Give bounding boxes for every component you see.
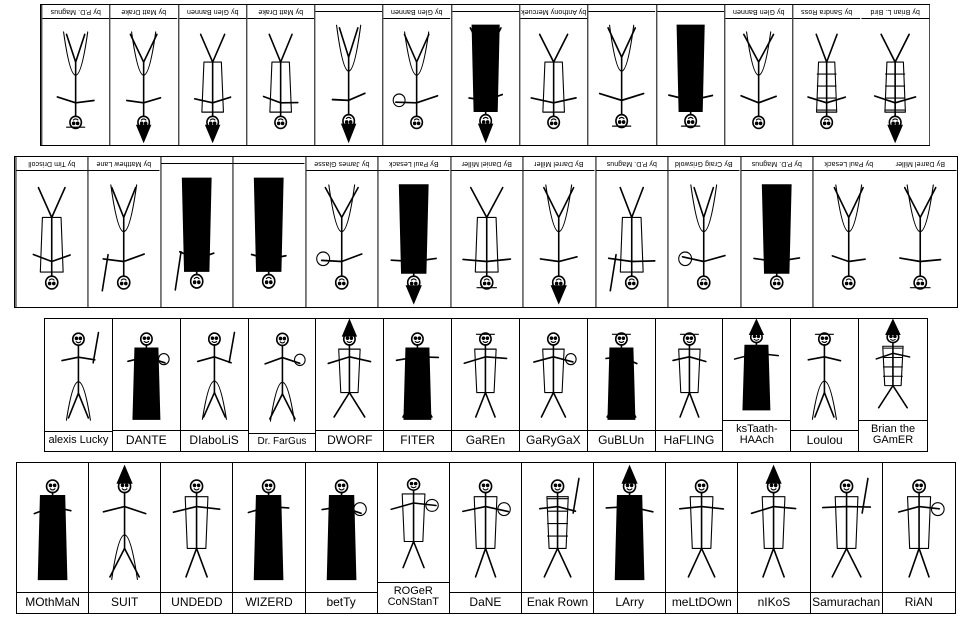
artist-credit (452, 5, 519, 12)
character-name: DWORF (316, 430, 383, 451)
character-card[interactable] (587, 5, 655, 145)
character-card[interactable] (113, 319, 181, 451)
character-card[interactable] (450, 157, 522, 307)
character-name: HaFLING (656, 430, 723, 451)
figure-cloaked-dark-drawing (42, 19, 109, 145)
artist-credit: by P.D. Magnus (596, 157, 667, 171)
char-suit-gun-drawing (89, 463, 160, 592)
character-name: alexis Lucky (45, 431, 112, 451)
character-card[interactable] (724, 5, 792, 145)
character-card[interactable] (45, 319, 113, 451)
character-card[interactable] (452, 319, 520, 451)
artist-credit: by Glen Bannen (179, 5, 246, 19)
char-bear-drawing (738, 463, 809, 592)
character-card[interactable] (812, 157, 884, 307)
character-card[interactable] (246, 5, 314, 145)
character-name: Loulou (791, 430, 858, 451)
character-name: UNDEDD (161, 592, 232, 613)
char-scientist-pack-drawing (249, 319, 316, 433)
artist-credit: by Matthew Lane (88, 157, 159, 171)
character-card[interactable] (594, 463, 666, 613)
figure-cartwheel-drawing (378, 171, 449, 307)
figure-suit-stripes-drawing (110, 19, 177, 145)
character-name: meLtDOwn (666, 592, 737, 613)
character-card[interactable] (667, 157, 739, 307)
character-card[interactable] (378, 463, 450, 613)
character-card[interactable] (656, 319, 724, 451)
figure-sprout-head-drawing (588, 12, 655, 145)
character-card[interactable] (89, 463, 161, 613)
character-card[interactable] (811, 463, 883, 613)
character-name: betTy (306, 592, 377, 613)
char-robed-figure-drawing (452, 319, 519, 430)
figure-cone-flower-drawing (233, 164, 304, 307)
char-staff-bearer-drawing (723, 319, 790, 420)
figure-big-v-drawing (741, 171, 812, 307)
character-card[interactable] (314, 5, 382, 145)
char-skeleton-drawing (161, 463, 232, 592)
figure-bust-dark-drawing (596, 171, 667, 307)
character-name: Dr. FarGus (249, 433, 316, 452)
char-goblin-blade-drawing (588, 319, 655, 430)
character-name: SUIT (89, 592, 160, 613)
character-card[interactable] (791, 319, 859, 451)
character-card[interactable] (656, 5, 724, 145)
artist-credit: By Craig Griswold (668, 157, 739, 171)
character-card[interactable] (87, 157, 159, 307)
figure-boots-cape-drawing (861, 19, 929, 145)
figure-two-legs-drawing (793, 19, 860, 145)
character-card[interactable] (15, 157, 87, 307)
character-card[interactable] (522, 157, 594, 307)
artist-credit: by James Glasse (306, 157, 377, 171)
figure-star-cloak-drawing (520, 19, 587, 145)
char-muscle-brute-drawing (181, 319, 248, 430)
figure-stick-spikes-drawing (161, 164, 232, 307)
character-name: ROGeR CoNStanT (378, 582, 449, 613)
artist-credit: by Tim Driscoll (16, 157, 87, 171)
char-samurai-drawing (811, 463, 882, 592)
character-card[interactable] (17, 463, 89, 613)
character-card[interactable] (181, 319, 249, 451)
character-name: FITER (384, 430, 451, 451)
character-card[interactable] (377, 157, 449, 307)
char-gamer-guy-drawing (859, 319, 927, 420)
artist-credit: by Sandra Ross (793, 5, 860, 19)
artist-credit (233, 157, 304, 164)
character-name: DANTE (113, 430, 180, 451)
character-card[interactable] (666, 463, 738, 613)
character-card[interactable] (109, 5, 177, 145)
character-card[interactable] (178, 5, 246, 145)
artist-credit: by P.D. Magnus (741, 157, 812, 171)
band-third (44, 318, 928, 452)
char-roger-constant-drawing (378, 463, 449, 582)
figure-cross-torso-drawing (88, 171, 159, 307)
character-card[interactable] (451, 5, 519, 145)
artist-credit (657, 5, 724, 12)
character-card[interactable] (738, 463, 810, 613)
character-name: DIaboLiS (181, 430, 248, 451)
band-second (14, 156, 958, 308)
character-card[interactable] (595, 157, 667, 307)
character-card[interactable] (450, 463, 522, 613)
character-name: Enak Rown (522, 592, 593, 613)
character-card[interactable] (519, 5, 587, 145)
character-card[interactable] (41, 5, 109, 145)
char-dwarf-axe-drawing (316, 319, 383, 430)
character-name: RiAN (883, 592, 955, 613)
figure-robot-torso-drawing (315, 12, 382, 145)
character-name: GaREn (452, 430, 519, 451)
character-name: WIZERD (233, 592, 304, 613)
artist-credit: by Matt Drake (110, 5, 177, 19)
figure-curved-tube-drawing (452, 12, 519, 145)
character-name: ksTaath-HAAch (723, 420, 790, 451)
character-card[interactable] (740, 157, 812, 307)
char-larry-drawing (594, 463, 665, 592)
artist-credit (161, 157, 232, 164)
char-wizard-hat-drawing (233, 463, 304, 592)
figure-armored-legs-drawing (247, 19, 314, 145)
character-card[interactable] (859, 319, 927, 451)
char-dress-flower-drawing (45, 319, 112, 431)
artist-credit: by Paul Lesack (813, 157, 884, 171)
character-card[interactable] (232, 157, 304, 307)
character-card[interactable] (520, 319, 588, 451)
character-card[interactable] (588, 319, 656, 451)
char-meltdown-drawing (666, 463, 737, 592)
artist-credit: By Darrel Miller (523, 157, 594, 171)
character-card[interactable] (522, 463, 594, 613)
character-name: MOthMaN (17, 592, 88, 613)
figure-butterfly-wings-drawing (16, 171, 87, 307)
artist-credit: by Matt Drake (247, 5, 314, 19)
figure-standing-lines-drawing (725, 19, 792, 145)
character-card[interactable] (792, 5, 860, 145)
artist-credit: by Anthony Mercuek (520, 5, 587, 19)
figure-outline-plain-drawing (179, 19, 246, 145)
char-knight-sword-drawing (384, 319, 451, 430)
artist-credit: by Glen Bannen (383, 5, 450, 19)
char-mothman-drawing (17, 463, 88, 592)
band-bottom (16, 462, 956, 614)
character-card[interactable] (160, 157, 232, 307)
char-enak-rown-drawing (522, 463, 593, 592)
character-name: GuBLUn (588, 430, 655, 451)
artist-credit: by P.D. Magnus (42, 5, 109, 19)
figure-scroll-shape-drawing (884, 171, 956, 307)
character-card[interactable] (306, 463, 378, 613)
figure-hand-raised-drawing (523, 171, 594, 307)
character-name: DaNE (450, 592, 521, 613)
character-card[interactable] (861, 5, 929, 145)
character-name: nIKoS (738, 592, 809, 613)
character-card[interactable] (161, 463, 233, 613)
artist-credit: By Daniel Miller (451, 157, 522, 171)
character-name: GaRyGaX (520, 430, 587, 451)
figure-scaled-body-drawing (668, 171, 739, 307)
char-betty-drawing (306, 463, 377, 592)
figure-hanging-drip-drawing (306, 171, 377, 307)
char-wizard-stars-drawing (520, 319, 587, 430)
artist-credit: By Paul Lesack (378, 157, 449, 171)
artist-credit: by Glen Bannen (725, 5, 792, 19)
char-round-halfling-drawing (656, 319, 723, 430)
char-suit-tie-drawing (113, 319, 180, 430)
char-pigtail-girl-drawing (791, 319, 858, 430)
figure-banner-arm-drawing (383, 19, 450, 145)
character-name: LArry (594, 592, 665, 613)
figure-striped-shirt-drawing (451, 171, 522, 307)
character-name: Samurachan (811, 592, 882, 613)
character-card[interactable] (723, 319, 791, 451)
character-card[interactable] (884, 157, 956, 307)
artist-credit (588, 5, 655, 12)
character-card[interactable] (305, 157, 377, 307)
artist-credit: By Darrel Miller (884, 157, 956, 171)
character-card[interactable] (382, 5, 450, 145)
character-card[interactable] (233, 463, 305, 613)
artist-credit: by Brian L. Bird (861, 5, 929, 19)
artist-credit (315, 5, 382, 12)
figure-blob-ball-drawing (657, 12, 724, 145)
character-name: Brian the GAmER (859, 420, 927, 451)
figure-toothy-beast-drawing (813, 171, 884, 307)
band-top (40, 4, 930, 146)
character-card[interactable] (384, 319, 452, 451)
char-dane-gun-drawing (450, 463, 521, 592)
char-robed-rian-drawing (883, 463, 955, 592)
character-card[interactable] (249, 319, 317, 451)
character-card[interactable] (316, 319, 384, 451)
character-card[interactable] (883, 463, 955, 613)
